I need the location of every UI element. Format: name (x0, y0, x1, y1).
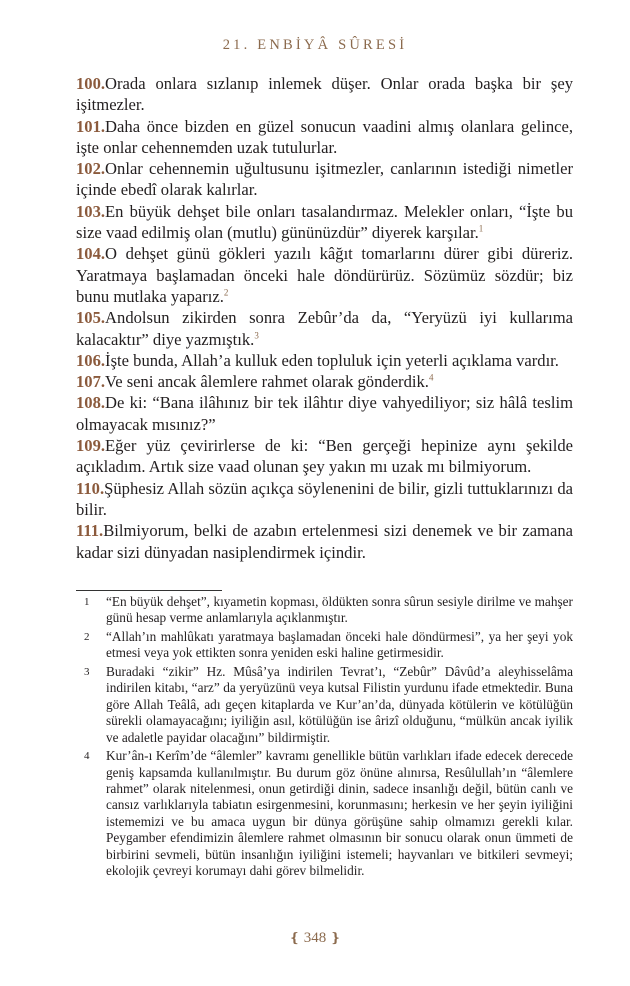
verse-103 (76, 201, 573, 244)
verse-number: 109. (76, 436, 106, 456)
verse-number: 111. (76, 521, 104, 541)
footnote-text: Buradaki “zikir” Hz. Mûsâ’ya indirilen Tevrat’ı, “Zebûr” Dâvûd’a aleyhisselâma indirilen kitabı, “arz” da yeryüzünü veya kutsal Filistin yurdunu ifade etmektedir. Buna göre Allah Teâlâ, adı geçen kitaplarda ve Kur’an’da, dünyada kötülerin ve kötülüğün sürekli olamayacağını; iyiliğin asıl, kötülüğün ise ârizî olduğunu, “mülkün ancak iyilik ve adaletle payidar olacağını” bildirmiştir. (106, 663, 573, 745)
verse-111 (76, 520, 573, 563)
verse-text: Andolsun zikirden sonra Zebûr’da da, “Yeryüzü iyi kullarıma kalacaktır” diye yazmıştık. (76, 308, 573, 349)
verse-text: Bilmiyorum, belki de azabın ertelenmesi sizi denemek ve bir zamana kadar sizi dünyadan nasiplendirmek içindir. (76, 521, 573, 562)
left-ornament-icon: ❴ (289, 930, 300, 945)
verse-102 (76, 158, 573, 201)
verse-text: Daha önce bizden en güzel sonucun vaadini almış olanlara gelince, işte onlar cehennemden uzak tutulurlar. (76, 116, 573, 157)
verse-text: Şüphesiz Allah sözün açıkça söylenenini de bilir, gizli tuttuklarınızı da bilir. (76, 478, 573, 519)
verse-number: 106. (76, 350, 106, 370)
verse-107 (76, 371, 573, 392)
footnote-4 (76, 748, 573, 880)
footnote-ref[interactable]: 2 (223, 287, 229, 298)
verse-number: 110. (76, 478, 105, 498)
footnote-3 (76, 664, 573, 746)
footnote-divider (76, 590, 222, 591)
chapter-header: 21. ENBİYÂ SÛRESİ (222, 37, 408, 53)
verse-110 (76, 478, 573, 521)
footnote-list (76, 594, 573, 882)
right-ornament-icon: ❵ (330, 930, 341, 945)
verse-text: De ki: “Bana ilâhınız bir tek ilâhtır diye vahyediliyor; siz hâlâ teslim olmayacak mısınız?” (76, 393, 573, 434)
footnote-text: “Allah’ın mahlûkatı yaratmaya başlamadan önceki hale döndürmesi”, ya her şeyi yok etmesi veya yok ettikten sonra yeniden eski haline getirmesidir. (106, 628, 573, 661)
verse-109 (76, 435, 573, 478)
verse-number: 104. (76, 244, 106, 264)
verse-106 (76, 350, 573, 371)
page-number: 348 (303, 930, 327, 946)
footnote-number: 1 (84, 596, 90, 608)
verse-text: En büyük dehşet bile onları tasalandırmaz. Melekler onları, “İşte bu size vaad edilmiş olan (mutlu) gününüzdür” diyerek karşılar. (76, 201, 573, 243)
verse-100 (76, 73, 573, 116)
verse-text: Onlar cehennemin uğultusunu işitmezler, canlarının istediği nimetler içinde ebedî olarak kalırlar. (76, 159, 573, 200)
footnote-number: 3 (84, 665, 90, 678)
verse-number: 108. (76, 393, 106, 413)
verse-number: 100. (76, 74, 106, 93)
verse-number: 107. (76, 372, 106, 392)
verse-text: Eğer yüz çevirirlerse de ki: “Ben gerçeği hepinize aynı şekilde açıkladım. Artık size vaad olunan şey yakın mı uzak mı bilmiyorum. (76, 436, 573, 477)
footnote-text: “En büyük dehşet”, kıyametin kopması, öldükten sonra sûrun sesiyle dirilme ve mahşer günü hesap verme anlamlarıyla açıklanmıştır. (106, 594, 573, 626)
verse-number: 101. (76, 116, 106, 136)
footnote-number: 4 (84, 750, 90, 763)
footnote-ref[interactable]: 4 (428, 372, 434, 383)
verse-108 (76, 392, 573, 435)
footnote-2 (76, 629, 573, 662)
verse-104 (76, 243, 573, 307)
verse-text: İşte bunda, Allah’a kulluk eden topluluk için yeterli açıklama vardır. (105, 350, 559, 370)
verse-number: 103. (76, 201, 106, 221)
footnote-number: 2 (84, 630, 90, 643)
footnote-ref[interactable]: 1 (478, 223, 484, 234)
footnote-text: Kur’ân-ı Kerîm’de “âlemler” kavramı genellikle bütün varlıkları ifade edecek derecede geniş kapsamda kullanılmıştır. Bu durum göz önüne alınırsa, Resûlullah’ın “âlemlere rahmet” olarak nitelenmesi, onun getirdiği dinin, sadece insanlığı değil, bütün canlı ve cansız varlıklarıyla tabiatın esirgenmesini, korunmasını; herkesin ve her şeyin iyiliğini istememizi ve bu amaca uygun bir dünya görüşüne sahip olmamızı gerekli kılar. Peygamber efendimizin âlemlere rahmet olmasının bir sonucu olarak onun ümmeti de birbirini sevmeli, bütün insanlığın iyiliğini istemeli; hayvanları ve bitkileri sevmeyi; ekolojik çevreyi korumayı dahi görev bilmelidir. (106, 748, 573, 879)
verse-text: Ve seni ancak âlemlere rahmet olarak gönderdik. (105, 372, 429, 392)
page-footer (0, 930, 630, 947)
verse-number: 102. (76, 159, 106, 179)
footnote-ref[interactable]: 3 (254, 330, 259, 341)
verse-text: O dehşet günü gökleri yazılı kâğıt tomarlarını dürer gibi düreriz. Yaratmaya başlamadan önceki hale döndürürüz. Sözümüz sözdür; biz bunu mutlaka yaparız. (76, 244, 573, 306)
verse-list (76, 73, 573, 563)
verse-number: 105. (76, 308, 106, 328)
verse-text: Orada onlara sızlanıp inlemek düşer. Onlar orada başka bir şey işitmezler. (76, 74, 573, 115)
verse-105 (76, 307, 573, 350)
verse-101 (76, 116, 573, 159)
footnote-1 (76, 594, 573, 627)
